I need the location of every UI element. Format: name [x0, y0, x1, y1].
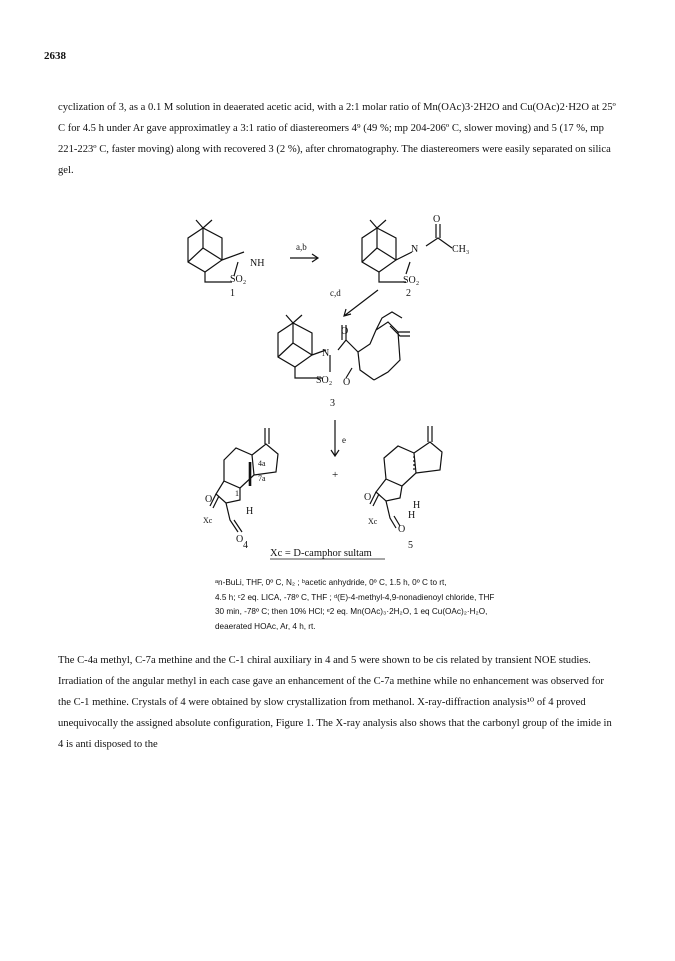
xc-definition: Xc = D-camphor sultam: [270, 548, 372, 559]
xc-label-5: Xc: [368, 517, 378, 526]
paragraph-1: cyclization of 3, as a 0.1 M solution in deaerated acetic acid, with a 2:1 molar ratio of Mn(OAc)3·2H2O and Cu(OAc)2·H2O at 25º C for 4.5 h under Ar gave approximatley a 3:1 ratio of diastereomers 4⁹ (49 %; mp 204-206º C, slower moving) and 5 (17 %, mp 221-223º C, faster moving) along with recovered 3 (2 %), after chromatography. The diastereomers were easily separated on silica gel.: [58, 102, 616, 176]
footnote-line: 30 min, -78º C; then 10% HCl; ᵉ2 eq. Mn(OAc)₃·2H₂O, 1 eq Cu(OAc)₂·H₂O,: [215, 607, 488, 617]
compound-4-label: 4: [243, 540, 248, 551]
label-7a: 7a: [258, 474, 266, 483]
o-label-4b: O: [236, 534, 244, 545]
footnote-line: ᵃn-BuLi, THF, 0º C, N₂ ; ᵇacetic anhydride, 0º C, 1.5 h, 0º C to rt,: [215, 578, 447, 587]
nh-label: NH: [250, 258, 265, 269]
so2-label-3: SO₂: [316, 375, 333, 386]
h-label-5a: H: [413, 500, 421, 511]
o-label-4a: O: [205, 494, 213, 505]
label-4a: 4a: [258, 459, 266, 468]
o-label-3b: O: [343, 377, 351, 388]
compound-2-label: 2: [406, 288, 411, 299]
compound-3-structure: [278, 312, 410, 380]
compound-2-structure: [362, 220, 452, 282]
compound-3-label: 3: [330, 398, 335, 409]
compound-5-structure: [370, 426, 442, 528]
compound-1-label: 1: [230, 288, 235, 299]
compound-5-label: 5: [408, 540, 413, 551]
n-label-2: N: [411, 244, 419, 255]
arrow-ab: [290, 254, 318, 262]
xc-label-4: Xc: [203, 516, 213, 525]
paragraph-2: The C-4a methyl, C-7a methine and the C-1 chiral auxiliary in 4 and 5 were shown to be cis related by transient NOE studies. Irradiation of the angular methyl in each case gave an enhancement of the C-7a methine while no enhancement was observed for the C-1 methine. Crystals of 4 were obtained by slow crystallization from methanol. X-ray-diffraction analysis¹⁰ of 4 proved unequivocally the assigned absolute configuration, Figure 1. The X-ray analysis also shows that the carbonyl group of the imide in 4 is anti disposed to the: [58, 655, 612, 750]
o-label-2: O: [433, 214, 441, 225]
compound-1-structure: [188, 220, 244, 282]
h-label-4: H: [246, 506, 254, 517]
n-label-3: N: [322, 348, 330, 359]
footnote-line: 4.5 h; ᶜ2 eq. LICA, -78º C, THF ; ᵈ(E)-4-methyl-4,9-nonadienoyl chloride, THF: [215, 592, 495, 602]
so2-label-1: SO₂: [230, 274, 247, 285]
h-label-5b: H: [408, 510, 416, 521]
footnote-line: deaerated HOAc, Ar, 4 h, rt.: [215, 621, 316, 631]
scheme-footnote: [215, 576, 515, 634]
o-label-5a: O: [364, 492, 372, 503]
step-ab-label: a,b: [296, 242, 307, 252]
label-c1: 1: [235, 489, 239, 498]
step-cd-label: c,d: [330, 288, 341, 298]
ch3-label: CH₃: [452, 244, 470, 255]
compound-4-structure: [210, 428, 278, 532]
arrow-cd: [344, 290, 378, 316]
arrow-e: [331, 420, 339, 456]
page-number: 2638: [44, 50, 66, 62]
plus-sign: +: [332, 469, 339, 481]
o-label-5b: O: [398, 524, 406, 535]
step-e-label: e: [342, 435, 346, 445]
so2-label-2: SO₂: [403, 275, 420, 286]
o-label-3a: O: [341, 326, 349, 337]
